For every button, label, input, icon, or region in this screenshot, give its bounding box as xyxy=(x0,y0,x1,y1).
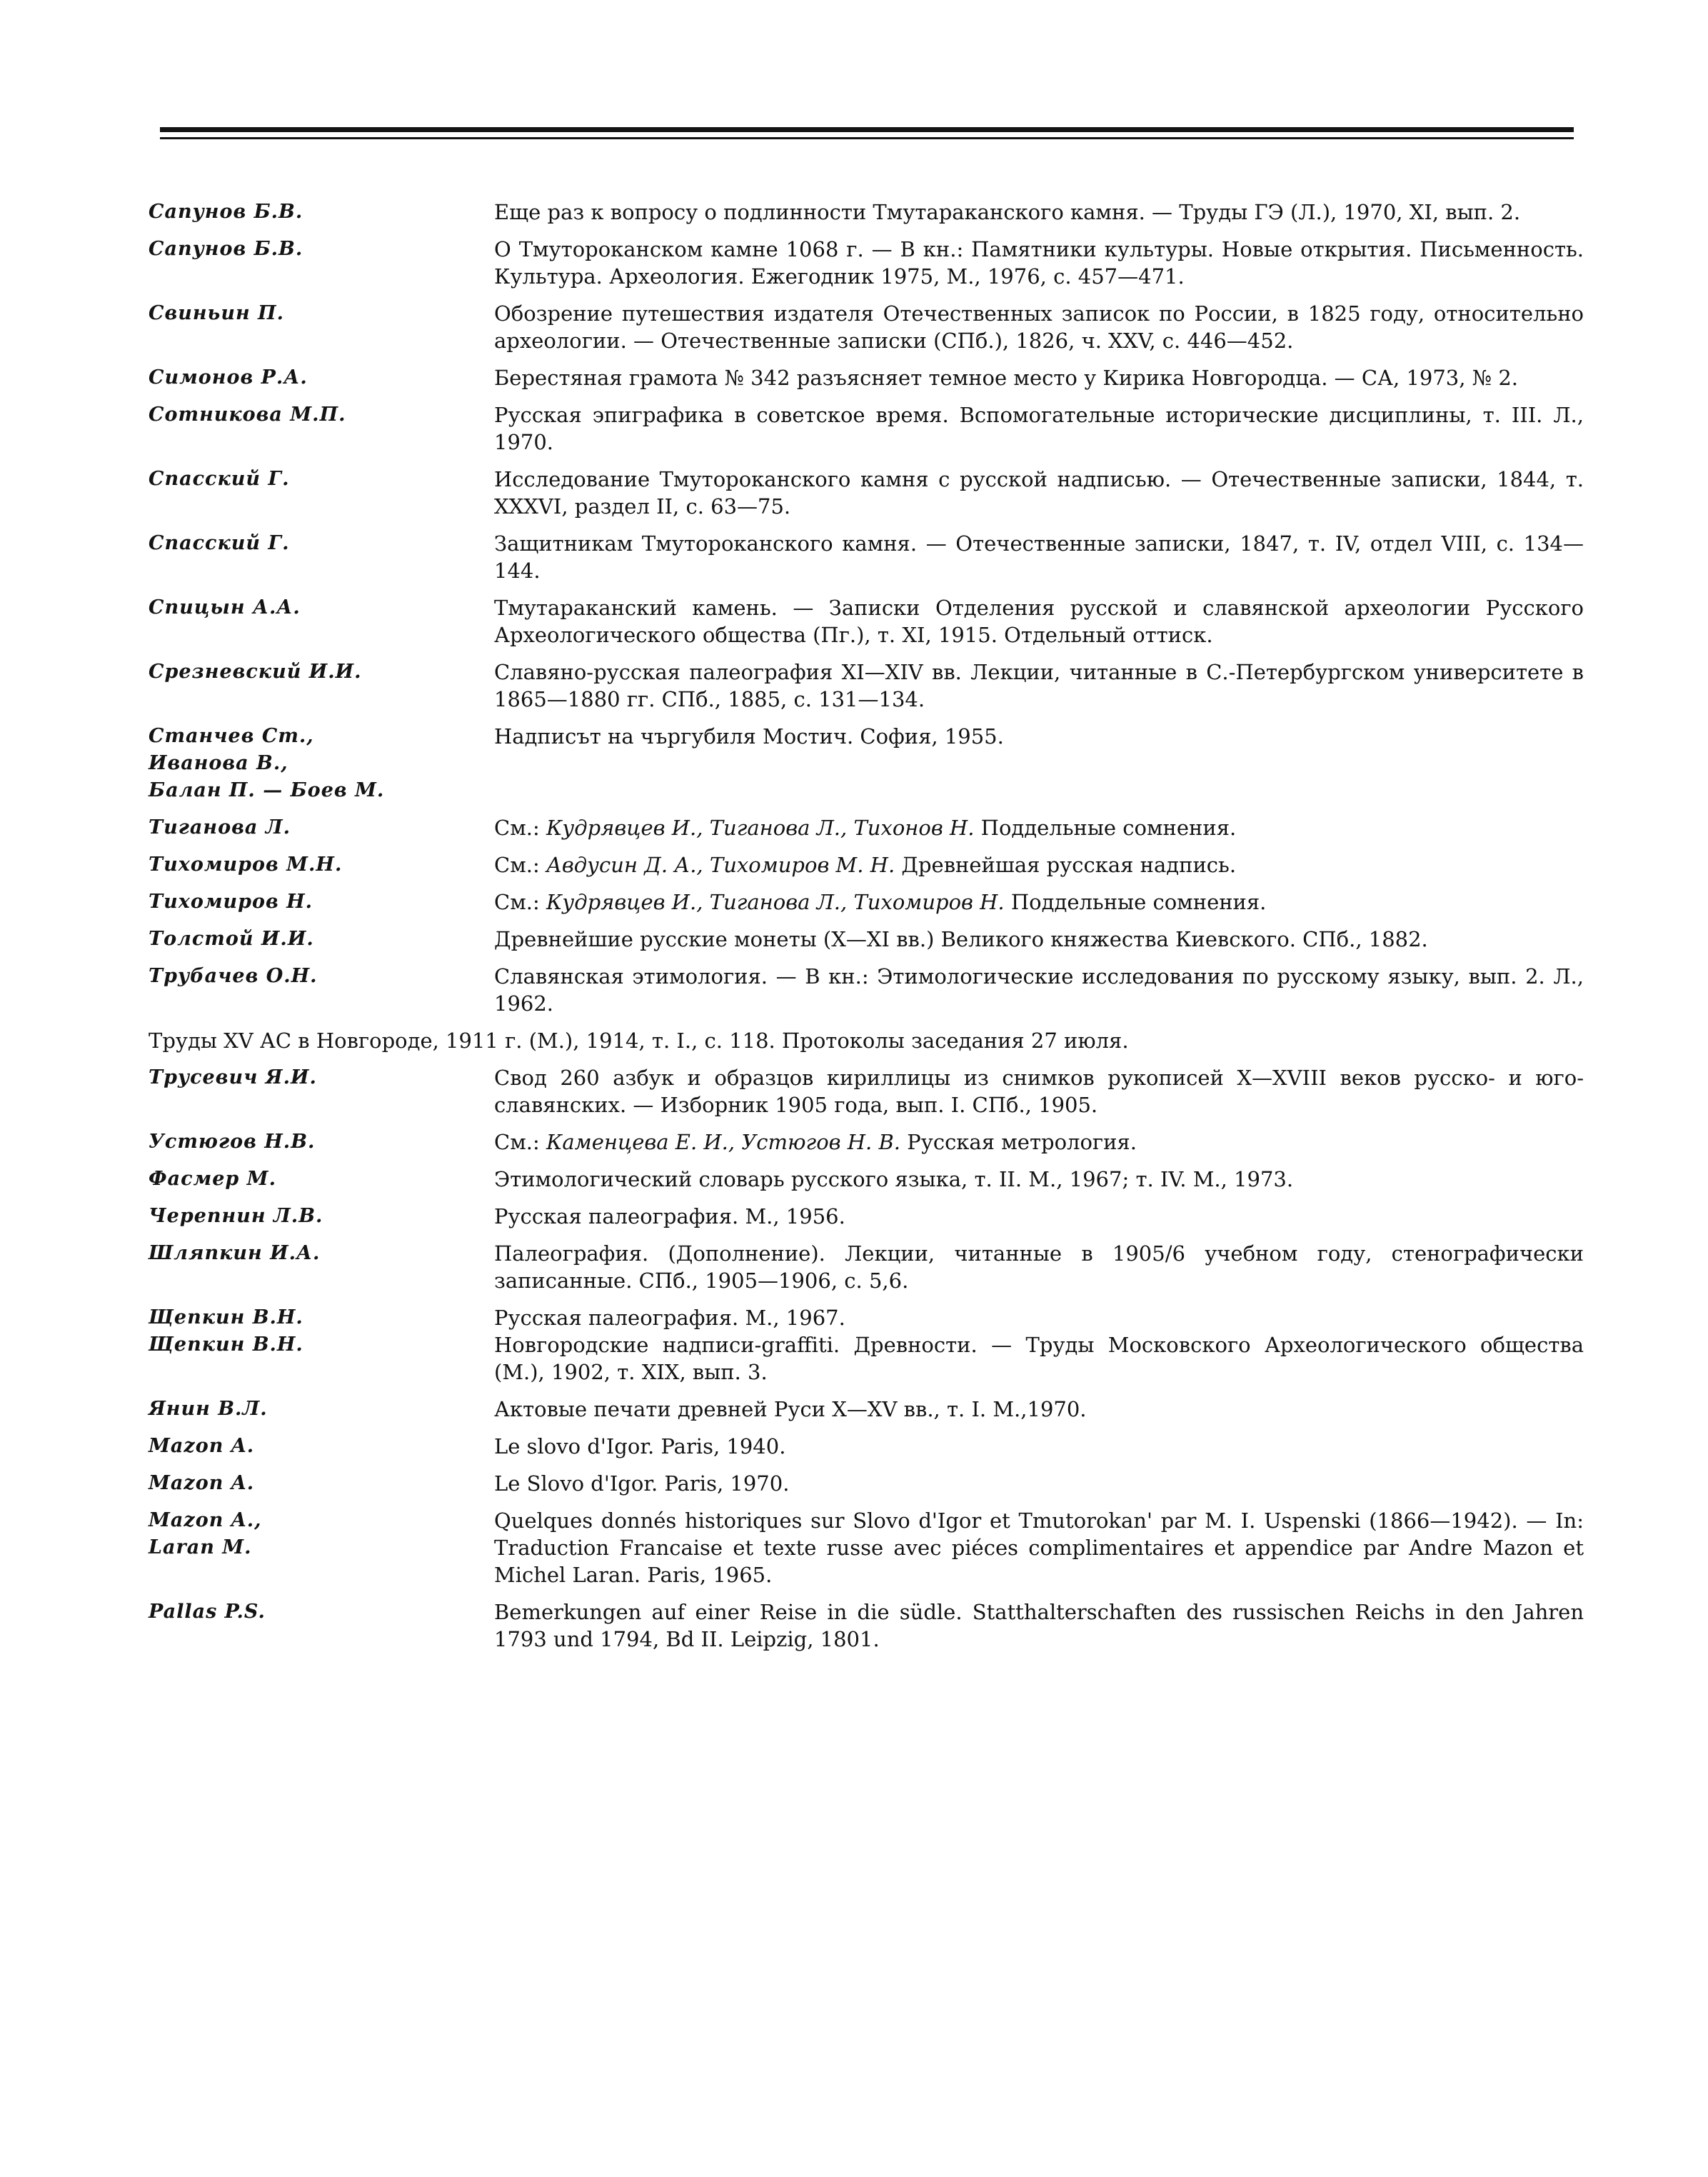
entry-author: Сапунов Б.В. xyxy=(149,238,303,260)
entry-author: Pallas P.S. xyxy=(149,1601,266,1623)
bib-entry xyxy=(149,401,1584,456)
entry-description: Берестяная грамота № 342 разъясняет темное место у Кирика Новгородца. — СА, 1973, № 2. xyxy=(494,366,1519,390)
entry-description xyxy=(494,889,1584,916)
full-width-entry: Труды XV АС в Новгороде, 1911 г. (М.), 1914, т. I., с. 118. Протоколы заседания 27 июля. xyxy=(149,1029,1129,1053)
bib-entry xyxy=(149,851,1584,879)
entry-description: Новгородские надписи-graffiti. Древности. — Труды Московского Археологического общества (М.), 1902, т. XIX, вып. 3. xyxy=(494,1333,1584,1384)
entry-description: О Тмуторoканском камне 1068 г. — В кн.: Памятники культуры. Новые открытия. Письменность. Культура. Археология. Ежегодник 1975, М., 1976, с. 457—471. xyxy=(494,237,1584,289)
entry-description: Исследование Тмуторoканского камня с русской надписью. — Отечественные записки, 1844, т. XXXVI, раздел II, с. 63—75. xyxy=(494,467,1584,519)
entry-author: Свиньин П. xyxy=(149,302,284,324)
entry-description: Обозрение путешествия издателя Отечественных записок по России, в 1825 году, относительно археологии. — Отечественные записки (СПб.), 1826, ч. XXV, с. 446—452. xyxy=(494,301,1584,353)
entry-author: Тиганова Л. xyxy=(149,816,291,839)
entry-author: Срезневский И.И. xyxy=(149,661,362,683)
entry-author: Спасский Г. xyxy=(149,468,290,490)
entry-author: Черепнин Л.В. xyxy=(149,1205,323,1227)
entry-author: Симонов Р.А. xyxy=(149,366,308,389)
bib-entry xyxy=(149,466,1584,520)
entry-author: Спицын А.А. xyxy=(149,596,301,619)
bib-entry xyxy=(149,300,1584,354)
bib-entry xyxy=(149,963,1584,1017)
bib-entry xyxy=(149,1507,1584,1588)
bib-entry xyxy=(149,723,1584,804)
see-authors: Кудрявцев И., Тиганова Л., Тихонов Н. xyxy=(546,816,975,840)
bib-entry xyxy=(149,1470,1584,1497)
bib-entry xyxy=(149,1304,1584,1331)
entry-description: Quelques donnés historiques sur Slovo d'Igor et Tmutorokan' par M. I. Uspenski (1866—1942). — In: Traduction Francaise et texte russe avec piéces complimentaires et appendice par Andre Mazon et Michel Laran. Paris, 1965. xyxy=(494,1508,1584,1587)
bib-entry xyxy=(149,236,1584,290)
entry-description: Русская палеография. М., 1956. xyxy=(494,1204,845,1228)
bib-entry xyxy=(149,1203,1584,1230)
entry-description xyxy=(494,851,1584,879)
bib-entry xyxy=(149,1166,1584,1193)
entry-description: Надписът на чъргубиля Мостич. София, 1955. xyxy=(494,724,1004,749)
entry-author: Толстой И.И. xyxy=(149,928,314,950)
bib-entry xyxy=(149,594,1584,649)
bib-entry xyxy=(149,926,1584,953)
see-prefix: См.: xyxy=(494,816,546,840)
entry-author: Трусевич Я.И. xyxy=(149,1066,317,1088)
bib-entry xyxy=(149,1064,1584,1118)
bib-entry xyxy=(149,1240,1584,1294)
see-prefix: См.: xyxy=(494,890,546,914)
see-prefix: См.: xyxy=(494,853,546,877)
entry-description: Тмутараканский камень. — Записки Отделения русской и славянской археологии Русского Археологического общества (Пг.), т. XI, 1915. Отдельный оттиск. xyxy=(494,596,1584,647)
entry-author: Трубачев О.Н. xyxy=(149,965,318,987)
bib-entry xyxy=(149,530,1584,584)
bib-entry xyxy=(149,1396,1584,1423)
entry-author: Янин В.Л. xyxy=(149,1398,268,1420)
see-authors: Каменцева Е. И., Устюгов Н. В. xyxy=(546,1130,901,1154)
entry-author: Mazon A., Laran M. xyxy=(149,1509,262,1558)
entry-author: Шляпкин И.А. xyxy=(149,1242,321,1264)
see-authors: Авдусин Д. А., Тихомиров М. Н. xyxy=(546,853,895,877)
entry-description: Bemerkungen auf einer Reise in die südle. Statthalterschaften des russischen Reichs in den Jahren 1793 und 1794, Bd II. Leipzig, 1801. xyxy=(494,1600,1584,1651)
bib-entry xyxy=(149,199,1584,226)
entry-description: Палеография. (Дополнение). Лекции, читанные в 1905/6 учебном году, стенографически записанные. СПб., 1905—1906, с. 5,6. xyxy=(494,1241,1584,1293)
entry-description: Славянская этимология. — В кн.: Этимологические исследования по русскому языку, вып. 2. Л., 1962. xyxy=(494,964,1584,1016)
entry-description: Русская палеография. М., 1967. xyxy=(494,1306,845,1330)
entry-description: Славяно-русская палеография XI—XIV вв. Лекции, читанные в С.-Петербургском университете в 1865—1880 гг. СПб., 1885, с. 131—134. xyxy=(494,660,1584,711)
entry-author: Mazon A. xyxy=(149,1472,255,1494)
entry-author: Тихомиров Н. xyxy=(149,891,313,913)
entry-description: Этимологический словарь русского языка, т. II. М., 1967; т. IV. М., 1973. xyxy=(494,1167,1294,1191)
entry-description xyxy=(494,1128,1584,1156)
see-title: Древнейшая русская надпись. xyxy=(895,853,1237,877)
header-rule-thin xyxy=(160,137,1574,139)
header-rule xyxy=(160,127,1574,132)
entry-author: Сотникова М.П. xyxy=(149,404,346,426)
bib-entry xyxy=(149,1331,1584,1386)
entry-description: Защитникам Тмуторoканского камня. — Отечественные записки, 1847, т. IV, отдел VIII, с. 134—144. xyxy=(494,531,1584,583)
bib-entry xyxy=(149,814,1584,841)
bibliography-list xyxy=(149,199,1584,1663)
entry-description: Русская эпиграфика в советское время. Вспомогательные исторические дисциплины, т. III. Л., 1970. xyxy=(494,403,1584,454)
entry-description: Актовые печати древней Руси X—XV вв., т. I. М.,1970. xyxy=(494,1397,1087,1421)
entry-author: Щепкин В.Н. xyxy=(149,1333,303,1356)
entry-author: Щепкин В.Н. xyxy=(149,1306,303,1328)
bib-entry xyxy=(149,1598,1584,1653)
entry-description: Еще раз к вопросу о подлинности Тмутараканского камня. — Труды ГЭ (Л.), 1970, XI, вып. 2. xyxy=(494,200,1521,224)
entry-author: Фасмер М. xyxy=(149,1168,276,1190)
see-title: Поддельные сомнения. xyxy=(1004,890,1267,914)
see-authors: Кудрявцев И., Тиганова Л., Тихомиров Н. xyxy=(546,890,1005,914)
entry-author: Спасский Г. xyxy=(149,532,290,554)
entry-author: Mazon A. xyxy=(149,1435,255,1457)
entry-description: Свод 260 азбук и образцов кириллицы из снимков рукописей X—XVIII веков русско- и юго-славянских. — Изборник 1905 года, вып. I. СПб., 1905. xyxy=(494,1066,1584,1117)
entry-author: Станчев Ст., Иванова В., Балан П. — Боев М. xyxy=(149,725,385,801)
entry-author: Тихомиров М.Н. xyxy=(149,854,343,876)
see-title: Русская метрология. xyxy=(900,1130,1137,1154)
entry-description xyxy=(494,814,1584,841)
entry-author: Сапунов Б.В. xyxy=(149,201,303,223)
bib-entry xyxy=(149,1128,1584,1156)
entry-author: Устюгов Н.В. xyxy=(149,1131,316,1153)
bib-entry xyxy=(149,889,1584,916)
entry-description: Le Slovo d'Igor. Paris, 1970. xyxy=(494,1471,790,1496)
bib-entry xyxy=(149,364,1584,391)
see-title: Поддельные сомнения. xyxy=(974,816,1237,840)
entry-description: Le slovo d'Igor. Paris, 1940. xyxy=(494,1434,786,1458)
see-prefix: См.: xyxy=(494,1130,546,1154)
bib-entry xyxy=(149,659,1584,713)
bib-entry xyxy=(149,1433,1584,1460)
entry-description: Древнейшие русские монеты (X—XI вв.) Великого княжества Киевского. СПб., 1882. xyxy=(494,927,1428,951)
